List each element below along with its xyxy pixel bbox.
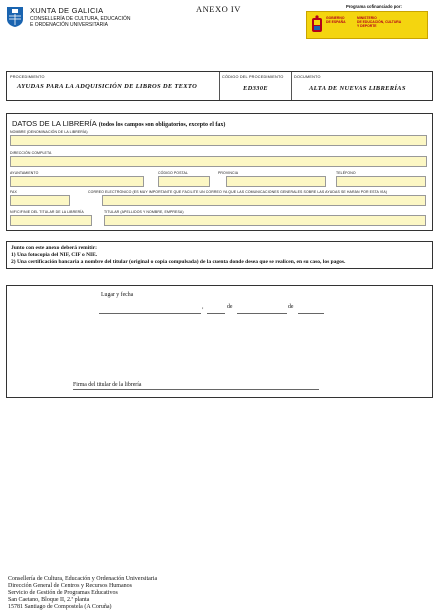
email-field[interactable]: [102, 195, 426, 206]
fax-field[interactable]: [10, 195, 70, 206]
nombre-label: NOMBRE (DENOMINACIÓN DE LA LIBRERÍA): [10, 130, 88, 134]
divider: [219, 72, 220, 100]
codigo-postal-field[interactable]: [158, 176, 210, 187]
direccion-label: DIRECCIÓN COMPLETA: [10, 151, 52, 155]
nif-label: NIF/CIF/NIE DEL TITULAR DE LA LIBRERÍA: [10, 210, 84, 214]
footer-line-3: Servicio de Gestión de Programas Educativos: [8, 590, 118, 596]
coat-of-arms-icon: [311, 15, 323, 35]
month-line[interactable]: [237, 313, 287, 314]
lugar-line[interactable]: [99, 313, 201, 314]
de-text-1: de: [227, 304, 233, 310]
titular-label: TITULAR (APELLIDOS Y NOMBRE, EMPRESA): [104, 210, 184, 214]
divider: [291, 72, 292, 100]
gobierno-line-1: GOBIERNO: [326, 16, 345, 20]
procedure-box: [6, 71, 433, 101]
documento-value: ALTA DE NUEVAS LIBRERÍAS: [309, 85, 406, 92]
gobierno-logo-block: [306, 11, 428, 39]
documento-label: DOCUMENTO: [294, 75, 321, 79]
xunta-name: XUNTA DE GALICIA: [30, 6, 104, 15]
conselleria-line-1: CONSELLERÍA DE CULTURA, EDUCACIÓN: [30, 16, 131, 22]
provincia-field[interactable]: [226, 176, 326, 187]
year-line[interactable]: [298, 313, 324, 314]
footer-line-5: 15781 Santiago de Compostela (A Coruña): [8, 604, 112, 610]
remit-item-2: 2) Una certificación bancaria a nombre del titular (original o copia compulsada) de la cuenta donde desea que se realicen, en su caso, los pagos.: [11, 259, 346, 265]
ayuntamiento-field[interactable]: [10, 176, 144, 187]
annex-title: ANEXO IV: [196, 4, 241, 14]
de-text-2: de: [288, 304, 294, 310]
firma-label: Firma del titular de la librería: [73, 382, 142, 388]
signature-box: [6, 285, 433, 398]
footer-line-4: San Caetano, Bloque II, 2.ª planta: [8, 597, 90, 603]
remit-intro: Junto con este anexo deberá remitir:: [11, 245, 97, 251]
remit-box: [6, 241, 433, 269]
codigo-postal-label: CÓDIGO POSTAL: [158, 171, 189, 175]
telefono-field[interactable]: [336, 176, 426, 187]
datos-section-title: [12, 119, 225, 128]
remit-item-1: 1) Una fotocopia del NIF, CIF o NIE.: [11, 252, 98, 258]
datos-note: (todos los campos son obligatorios, excepto el fax): [98, 122, 226, 128]
email-label: CORREO ELECTRÓNICO (ES MUY IMPORTANTE QUE FACILITE UN CORREO YA QUE LAS COMUNICACIONES GENERALES SOBRE LAS AYUDAS SE HARÁN POR ESTA VÍA): [88, 190, 388, 194]
codigo-label: CÓDIGO DEL PROCEDIMIENTO: [222, 75, 284, 79]
firma-line[interactable]: [73, 389, 319, 390]
footer-line-1: Consellería de Cultura, Educación y Ordenación Universitaria: [8, 576, 158, 582]
telefono-label: TELÉFONO: [336, 171, 356, 175]
fax-label: FAX: [10, 190, 17, 194]
procedimiento-label: PROCEDIMIENTO: [10, 75, 45, 79]
day-line[interactable]: [207, 313, 225, 314]
provincia-label: PROVINCIA: [218, 171, 239, 175]
nombre-field[interactable]: [10, 135, 427, 146]
footer-line-2: Dirección General de Centros y Recursos Humanos: [8, 583, 132, 589]
xunta-logo-icon: [6, 6, 24, 28]
conselleria-line-2: E ORDENACIÓN UNIVERSITARIA: [30, 22, 108, 28]
procedimiento-value: AYUDAS PARA LA ADQUISICIÓN DE LIBROS DE TEXTO: [17, 83, 198, 90]
ayuntamiento-label: AYUNTAMIENTO: [10, 171, 39, 175]
ministerio-line-3: Y DEPORTE: [357, 24, 377, 28]
ministerio-line-2: DE EDUCACIÓN, CULTURA: [357, 20, 402, 24]
datos-title-text: DATOS DE LA LIBRERÍA: [12, 119, 97, 128]
codigo-value: ED330E: [243, 85, 268, 92]
ministerio-line-1: MINISTERIO: [357, 16, 377, 20]
nif-field[interactable]: [10, 215, 92, 226]
comma-text: ,: [202, 304, 204, 310]
titular-field[interactable]: [104, 215, 426, 226]
programa-cofinanciado: Programa cofinanciado por:: [346, 4, 402, 9]
lugar-fecha-label: Lugar y fecha: [101, 292, 134, 298]
direccion-field[interactable]: [10, 156, 427, 167]
gobierno-line-2: DE ESPAÑA: [326, 20, 346, 24]
